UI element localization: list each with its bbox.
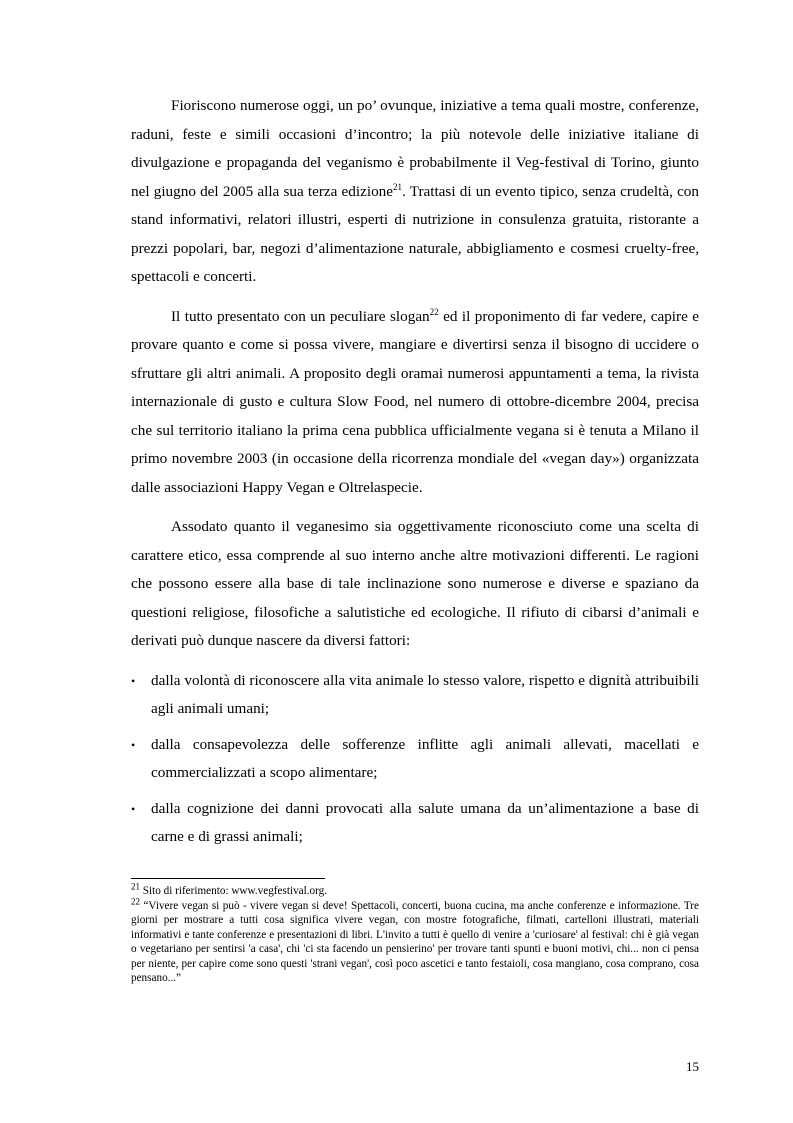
paragraph-3 xyxy=(131,513,699,656)
paragraph-2-text: Il tutto presentato con un peculiare slogan xyxy=(171,307,430,325)
footnote-divider xyxy=(131,878,325,879)
footnote-number: 21 xyxy=(131,881,140,892)
bullet-icon: • xyxy=(131,673,136,688)
list-item xyxy=(131,731,699,788)
footnotes xyxy=(131,881,699,986)
page-number: 15 xyxy=(686,1059,699,1074)
list-item-text: dalla consapevolezza delle sofferenze inflitte agli animali allevati, macellati e commercializzati a scopo alimentare; xyxy=(151,735,699,781)
list-item-text: dalla cognizione dei danni provocati alla salute umana da un’alimentazione a base di carne e di grassi animali; xyxy=(151,799,699,845)
paragraph-1 xyxy=(131,92,699,292)
bullet-list xyxy=(131,667,699,852)
bullet-icon: • xyxy=(131,801,136,816)
paragraph-2-tail: ed il proponimento di far vedere, capire e provare quanto e come si possa vivere, mangiare e divertirsi senza il bisogno di uccidere o sfruttare gli altri animali. A proposito degli oramai numerosi appuntamenti a tema, la rivista internazionale di gusto e cultura Slow Food, nel numero di ottobre-dicembre 2004, precisa che sul territorio italiano la prima cena pubblica ufficialmente vegana si è tenuta a Milano il primo novembre 2003 (in occasione della ricorrenza mondiale del «vegan day») organizzata dalle associazioni Happy Vegan e Oltrelaspecie. xyxy=(131,307,700,496)
paragraph-2 xyxy=(131,303,699,503)
list-item xyxy=(131,667,699,724)
paragraph-3-text: Assodato quanto il veganesimo sia oggettivamente riconosciuto come una scelta di carattere etico, essa comprende al suo interno anche altre motivazioni differenti. Le ragioni che possono essere alla base di tale inclinazione sono numerose e diverse e spaziano da questioni religiose, filosofiche a salutistiche ed ecologiche. Il rifiuto di cibarsi d’animali e derivati può dunque nascere da diversi fattori: xyxy=(131,518,699,649)
document-body xyxy=(131,92,699,859)
bullet-icon: • xyxy=(131,737,136,752)
list-item xyxy=(131,795,699,852)
list-item-text: dalla volontà di riconoscere alla vita animale lo stesso valore, rispetto e dignità attribuibili agli animali umani; xyxy=(151,671,699,717)
footnote-21 xyxy=(131,881,699,899)
footnote-text: “Vivere vegan si può - vivere vegan si deve! Spettacoli, concerti, buona cucina, ma anche conferenze e informazione. Tre giorni per mostrare a tutti cosa significa vivere vegan, con mostre fotografiche, filmati, cartelloni illustrati, materiali informativi e tante conferenze e presentazioni di libri. L'invito a tutti è quello di venire a 'curiosare' al festival: chi è già vegan o vegetariano per sentirsi 'a casa', chi 'ci sta facendo un pensierino' per trovare tanti spunti e buoni motivi, chi... non ci pensa per niente, per capire come sono questi 'strani vegan', così poco ascetici e tanto festaioli, cosa mangiano, cosa comprano, cosa pensano...” xyxy=(131,899,699,984)
footnote-number: 22 xyxy=(131,895,140,906)
footnote-ref-22[interactable]: 22 xyxy=(429,306,439,317)
paragraph-1-tail: . Trattasi di un evento tipico, senza crudeltà, con stand informativi, relatori illustri, esperti di nutrizione in consulenza gratuita, ristorante a prezzi popolari, bar, negozi d’alimentazione naturale, abbigliamento e cosmesi cruelty-free, spettacoli e concerti. xyxy=(131,182,699,285)
footnote-ref-21[interactable]: 21 xyxy=(393,181,402,192)
footnote-22 xyxy=(131,895,699,986)
footnote-text: Sito di riferimento: www.vegfestival.org. xyxy=(140,885,328,897)
paragraph-1-text: Fioriscono numerose oggi, un po’ ovunque, iniziative a tema quali mostre, conferenze, raduni, feste e simili occasioni d’incontro; la più notevole delle iniziative italiane di divulgazione e propaganda del veganismo è probabilmente il Veg-festival di Torino, giunto nel giugno del 2005 alla sua terza edizione xyxy=(131,97,699,200)
